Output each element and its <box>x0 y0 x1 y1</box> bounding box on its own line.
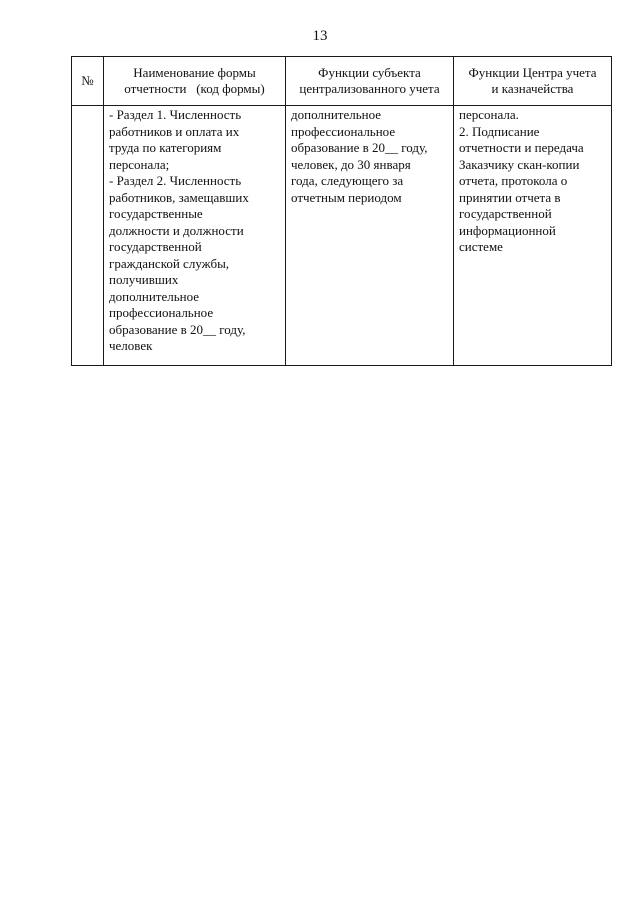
cell-text-line: - Раздел 1. Численность <box>109 107 242 122</box>
cell-text-line: 2. Подписание <box>459 123 540 139</box>
cell-center-functions <box>454 106 612 366</box>
cell-text-line: гражданской службы, <box>109 255 230 271</box>
cell-text-line: Заказчику скан-копии <box>459 156 580 172</box>
cell-form-name <box>104 106 286 366</box>
cell-text-line: государственной <box>109 239 202 254</box>
cell-text-line: персонала; <box>109 156 170 172</box>
header-form-name <box>104 57 286 106</box>
cell-subject-functions <box>286 106 454 366</box>
table-body <box>72 106 612 366</box>
cell-text-line: - Раздел 2. Численность <box>109 173 242 188</box>
cell-text-line: информационной <box>459 222 556 238</box>
cell-text-line: работников и оплата их <box>109 123 240 139</box>
header-line: централизованного учета <box>299 81 440 96</box>
header-line: и казначейства <box>491 81 574 96</box>
header-line: № <box>81 72 94 88</box>
cell-number <box>72 106 104 366</box>
page-number: 13 <box>312 28 328 44</box>
header-line: Наименование формы <box>133 64 256 80</box>
cell-text-line: образование в 20__ году, <box>109 321 246 337</box>
cell-text-line: отчета, протокола о <box>459 173 568 188</box>
header-line: Функции субъекта <box>318 64 421 80</box>
table-row <box>72 106 612 366</box>
cell-text-line: должности и должности <box>109 222 244 238</box>
header-subject-functions <box>286 57 454 106</box>
cell-text-line: дополнительное <box>109 288 200 304</box>
cell-text-line: профессиональное <box>109 305 214 320</box>
cell-text-line: человек <box>109 338 153 353</box>
cell-text-line: труда по категориям <box>109 140 222 155</box>
cell-text-line: отчетности и передача <box>459 140 584 155</box>
header-line: отчетности (код формы) <box>124 81 265 96</box>
cell-text-line: работников, замещавших <box>109 189 249 205</box>
header-number <box>72 57 104 106</box>
cell-text-line: профессиональное <box>291 123 396 139</box>
cell-text-line: получивших <box>109 272 179 287</box>
cell-text-line: государственной <box>459 206 552 221</box>
cell-text-line: отчетным периодом <box>291 189 402 205</box>
cell-text-line: дополнительное <box>291 107 382 122</box>
cell-text-line: системе <box>459 239 503 254</box>
cell-text-line: персонала. <box>459 107 519 122</box>
header-line: Функции Центра учета <box>468 64 597 80</box>
table-header <box>72 57 612 106</box>
cell-text-line: образование в 20__ году, <box>291 140 428 155</box>
header-row <box>72 57 612 106</box>
reporting-forms-table <box>71 56 612 366</box>
cell-text-line: принятии отчета в <box>459 189 561 205</box>
cell-text-line: государственные <box>109 206 203 221</box>
header-center-functions <box>454 57 612 106</box>
cell-text-line: года, следующего за <box>291 173 404 188</box>
cell-text-line: человек, до 30 января <box>291 156 411 172</box>
